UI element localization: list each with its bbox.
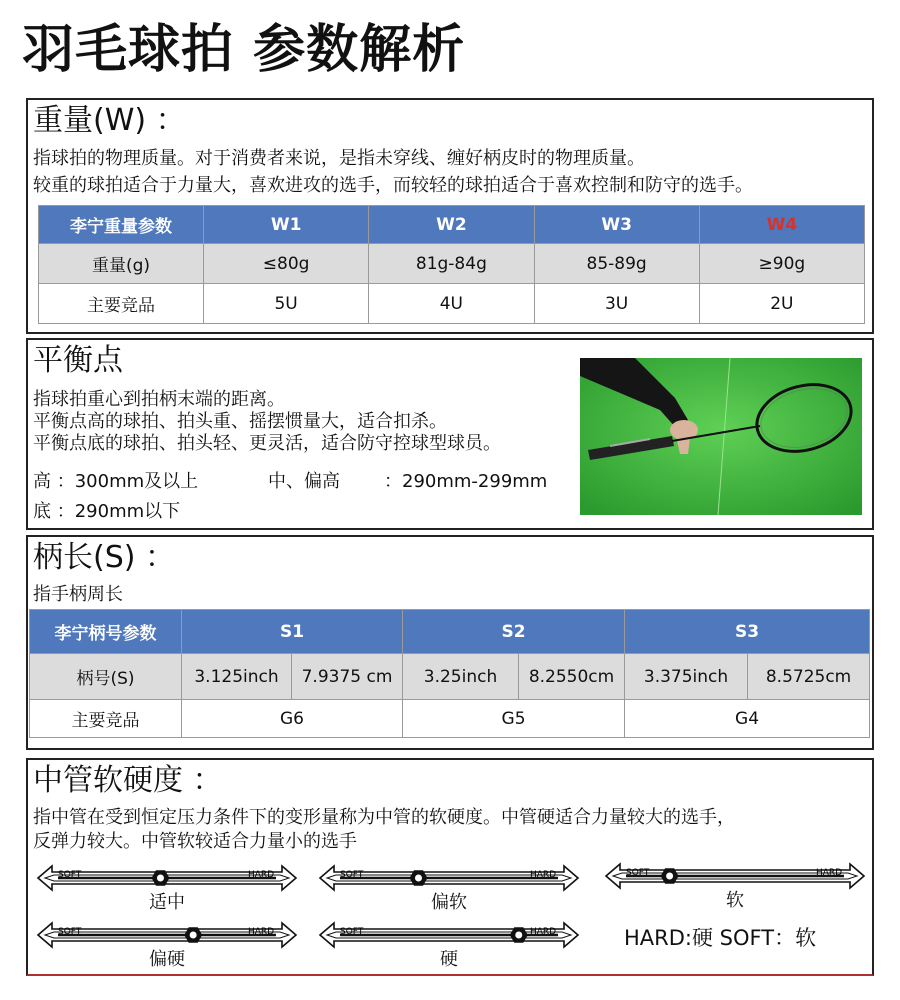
stiffness-label: 硬 — [440, 949, 458, 970]
shaft-desc-2: 反弹力较大。中管软较适合力量小的选手 — [33, 831, 357, 852]
balance-heading: 平衡点 — [33, 343, 123, 378]
handle-desc: 指手柄周长 — [33, 584, 123, 605]
table-cell: 3.25inch — [403, 654, 519, 700]
stiffness-scale — [36, 917, 298, 953]
row-label: 主要竞品 — [39, 284, 204, 324]
weight-table — [38, 205, 865, 324]
racket-photo — [580, 358, 862, 515]
table-row — [39, 244, 865, 284]
table-cell: 7.9375 cm — [292, 654, 403, 700]
racket-balance-image — [580, 358, 862, 515]
shaft-desc-1: 指中管在受到恒定压力条件下的变形量称为中管的软硬度。中管硬适合力量较大的选手， — [33, 807, 735, 828]
table-cell: G6 — [182, 700, 403, 738]
table-cell: G4 — [625, 700, 870, 738]
handle-col-s3: S3 — [625, 610, 870, 654]
weight-col-w4: W4 — [699, 206, 864, 244]
weight-col-w2: W2 — [369, 206, 534, 244]
table-cell: 8.2550cm — [519, 654, 625, 700]
balance-mid-value: ：290mm-299mm — [384, 471, 548, 492]
hard-tag: HARD — [530, 927, 557, 937]
handle-heading: 柄长(S) ： — [33, 540, 175, 575]
balance-low: 底 ：290mm以下 — [33, 501, 181, 522]
handle-col-s1: S1 — [182, 610, 403, 654]
stiffness-scale — [318, 860, 580, 896]
balance-desc-1: 指球拍重心到拍柄末端的距离。 — [33, 389, 285, 410]
balance-mid-label: 中、偏高 — [268, 471, 340, 492]
stiffness-scale — [318, 917, 580, 953]
table-row — [39, 284, 865, 324]
handle-col-param: 李宁柄号参数 — [30, 610, 182, 654]
hard-tag: HARD — [248, 870, 275, 880]
row-label: 柄号(S) — [30, 654, 182, 700]
table-cell: 2U — [699, 284, 864, 324]
soft-tag: SOFT — [626, 868, 650, 878]
table-cell: 3.125inch — [182, 654, 292, 700]
hard-tag: HARD — [530, 870, 557, 880]
table-cell: ≤80g — [204, 244, 369, 284]
table-cell: 5U — [204, 284, 369, 324]
handle-table-header — [30, 610, 870, 654]
table-cell: 3.375inch — [625, 654, 748, 700]
table-row — [30, 700, 870, 738]
weight-col-param: 李宁重量参数 — [39, 206, 204, 244]
table-cell: ≥90g — [699, 244, 864, 284]
table-cell: 8.5725cm — [748, 654, 870, 700]
table-cell: 85-89g — [534, 244, 699, 284]
stiffness-label: 偏软 — [431, 892, 467, 913]
stiffness-scale — [604, 858, 866, 894]
weight-desc-2: 较重的球拍适合于力量大，喜欢进攻的选手，而较轻的球拍适合于喜欢控制和防守的选手。 — [33, 175, 753, 196]
weight-col-w3: W3 — [534, 206, 699, 244]
page-title: 羽毛球拍 参数解析 — [22, 20, 466, 80]
table-cell: 81g-84g — [369, 244, 534, 284]
table-cell: G5 — [403, 700, 625, 738]
hard-tag: HARD — [816, 868, 843, 878]
soft-tag: SOFT — [58, 927, 82, 937]
table-row — [30, 654, 870, 700]
weight-table-header — [39, 206, 865, 244]
row-label: 主要竞品 — [30, 700, 182, 738]
weight-desc-1: 指球拍的物理质量。对于消费者来说，是指未穿线、缠好柄皮时的物理质量。 — [33, 148, 645, 169]
row-label: 重量(g) — [39, 244, 204, 284]
hard-tag: HARD — [248, 927, 275, 937]
balance-high: 高 ：300mm及以上 — [33, 471, 199, 492]
balance-desc-2: 平衡点高的球拍、拍头重、摇摆惯量大，适合扣杀。 — [33, 411, 447, 432]
table-cell: 3U — [534, 284, 699, 324]
weight-heading: 重量(W) ： — [33, 103, 186, 138]
table-cell: 4U — [369, 284, 534, 324]
stiffness-label: 软 — [726, 890, 744, 911]
balance-desc-3: 平衡点底的球拍、拍头轻、更灵活，适合防守控球型球员。 — [33, 433, 501, 454]
handle-table — [29, 609, 870, 738]
stiffness-scale — [36, 860, 298, 896]
soft-tag: SOFT — [340, 870, 364, 880]
shaft-heading: 中管软硬度 ： — [33, 763, 223, 798]
soft-tag: SOFT — [340, 927, 364, 937]
handle-col-s2: S2 — [403, 610, 625, 654]
stiffness-label: 偏硬 — [149, 949, 185, 970]
soft-tag: SOFT — [58, 870, 82, 880]
stiffness-label: 适中 — [149, 892, 185, 913]
shaft-legend: HARD:硬 SOFT：软 — [624, 926, 817, 950]
weight-col-w1: W1 — [204, 206, 369, 244]
